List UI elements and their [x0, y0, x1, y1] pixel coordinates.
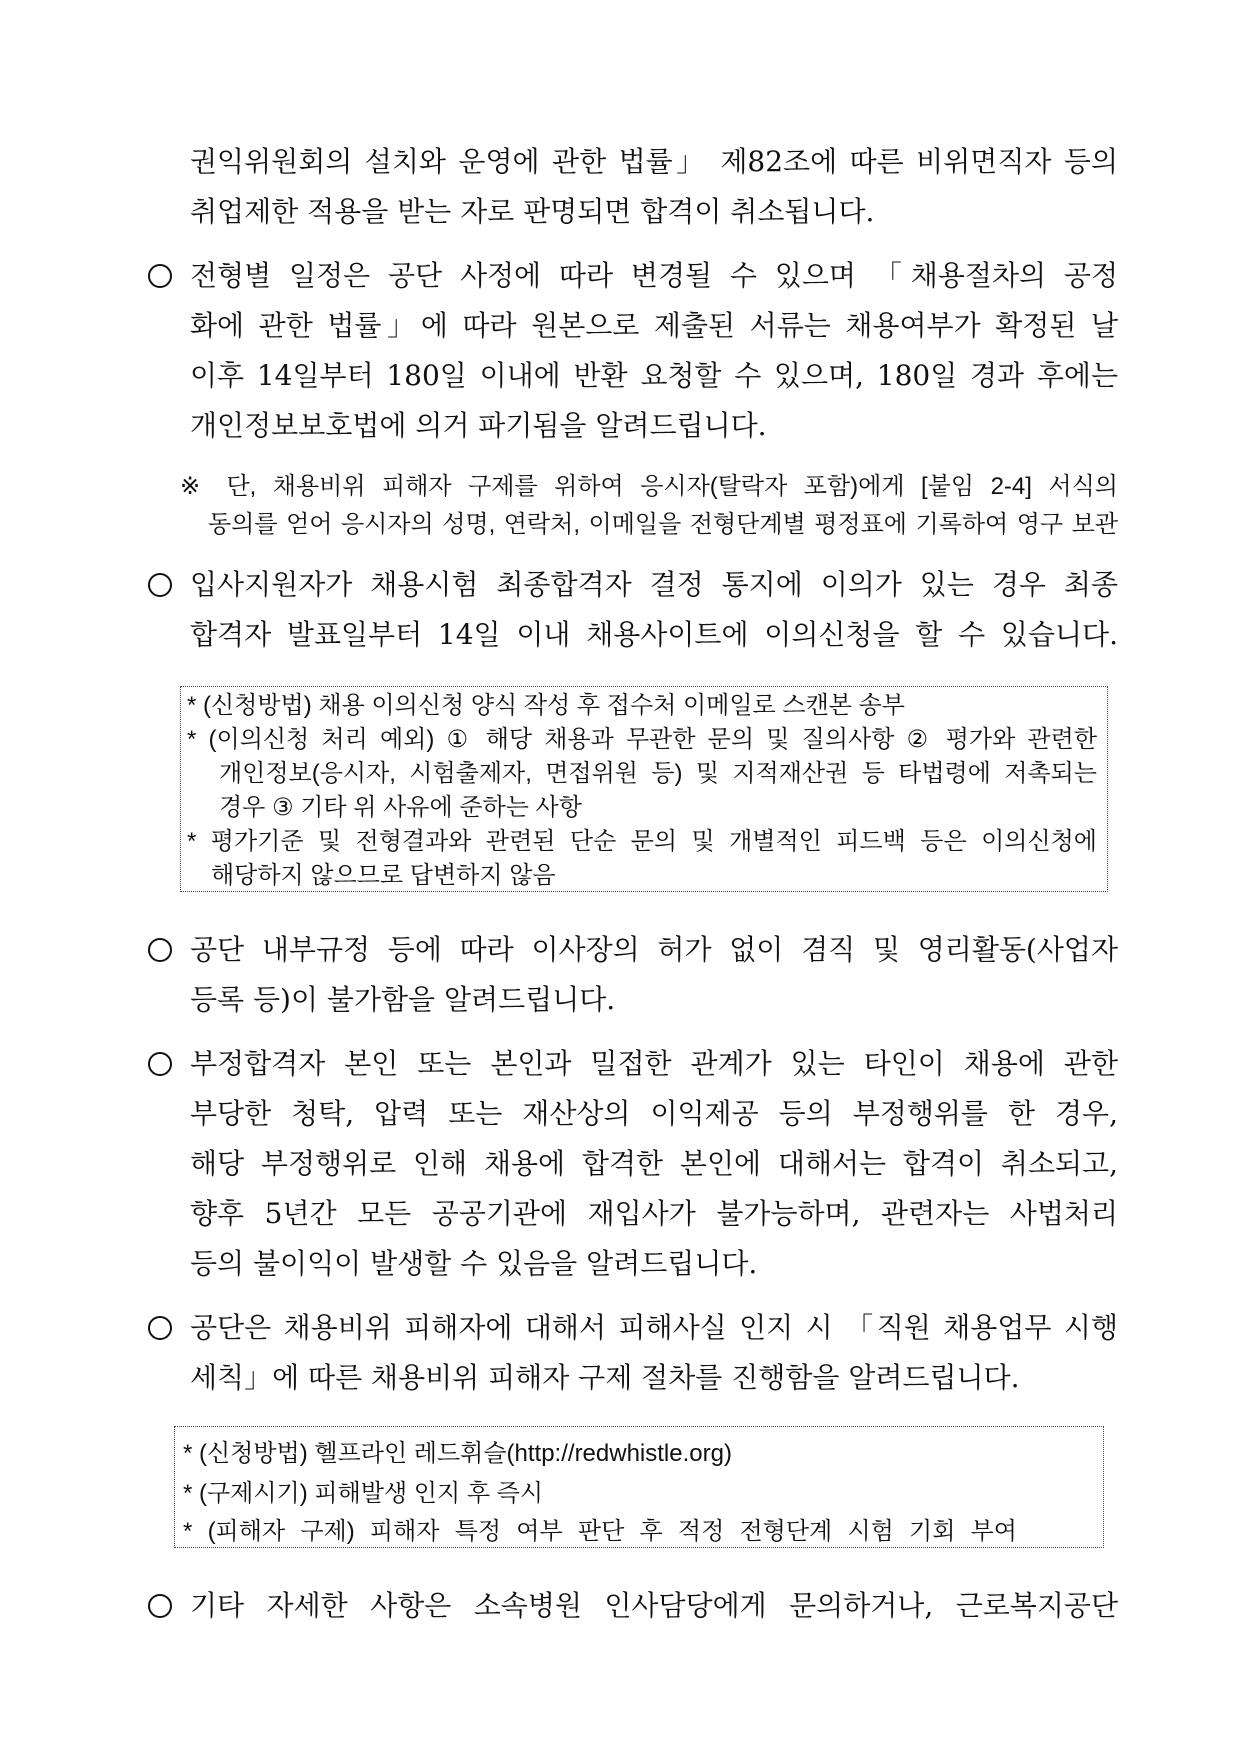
paragraph-line: 화에 관한 법률」에 따라 원본으로 제출된 서류는 채용여부가 확정된 날: [190, 309, 1118, 342]
box-line: * (신청방법) 채용 이의신청 양식 작성 후 접수처 이메일로 스캔본 송부: [187, 692, 905, 719]
box-line: * 평가기준 및 전형결과와 관련된 단순 문의 및 개별적인 피드백 등은 이의신청에: [187, 828, 1097, 855]
circle-bullet-icon: [148, 573, 172, 597]
paragraph-line: 개인정보보호법에 의거 파기됨을 알려드립니다.: [190, 409, 767, 442]
paragraph-line: 취업제한 적용을 받는 자로 판명되면 합격이 취소됩니다.: [190, 195, 875, 228]
circle-bullet-icon: [148, 1316, 172, 1340]
paragraph-line: 이후 14일부터 180일 이내에 반환 요청할 수 있으며, 180일 경과 후에는: [190, 359, 1118, 392]
circle-bullet-icon: [148, 264, 172, 288]
reference-note-line: ※ 단, 채용비위 피해자 구제를 위하여 응시자(탈락자 포함)에게 [붙임 2-4] 서식의: [180, 473, 1118, 500]
circle-bullet-icon: [148, 1052, 172, 1076]
paragraph-line: 부정합격자 본인 또는 본인과 밀접한 관계가 있는 타인이 채용에 관한: [190, 1047, 1118, 1080]
paragraph-line: 등록 등)이 불가함을 알려드립니다.: [190, 983, 616, 1016]
paragraph-line: 전형별 일정은 공단 사정에 따라 변경될 수 있으며 「채용절차의 공정: [190, 259, 1118, 292]
box-line: 개인정보(응시자, 시험출제자, 면접위원 등) 및 지적재산권 등 타법령에 저촉되는: [219, 760, 1097, 787]
paragraph-line: 세칙」에 따른 채용비위 피해자 구제 절차를 진행함을 알려드립니다.: [190, 1361, 1020, 1394]
paragraph-line: 입사지원자가 채용시험 최종합격자 결정 통지에 이의가 있는 경우 최종: [190, 568, 1118, 601]
paragraph-line: 해당 부정행위로 인해 채용에 합격한 본인에 대해서는 합격이 취소되고,: [190, 1147, 1118, 1180]
reference-note-line: 동의를 얻어 응시자의 성명, 연락처, 이메일을 전형단계별 평정표에 기록하여 영구 보관: [208, 511, 1118, 538]
paragraph-line: 합격자 발표일부터 14일 이내 채용사이트에 이의신청을 할 수 있습니다.: [190, 618, 1118, 651]
paragraph-line: 공단은 채용비위 피해자에 대해서 피해사실 인지 시 「직원 채용업무 시행: [190, 1311, 1118, 1344]
paragraph-line: 부당한 청탁, 압력 또는 재산상의 이익제공 등의 부정행위를 한 경우,: [190, 1097, 1118, 1130]
paragraph-line: 기타 자세한 사항은 소속병원 인사담당에게 문의하거나, 근로복지공단: [190, 1589, 1118, 1622]
paragraph-line: 향후 5년간 모든 공공기관에 재입사가 불가능하며, 관련자는 사법처리: [190, 1197, 1118, 1230]
box-line: 해당하지 않으므로 답변하지 않음: [211, 862, 556, 889]
paragraph-line: 권익위원회의 설치와 운영에 관한 법률」 제82조에 따른 비위면직자 등의: [190, 145, 1118, 178]
box-line: * (신청방법) 헬프라인 레드휘슬(http://redwhistle.org): [183, 1440, 732, 1467]
box-line: * (피해자 구제) 피해자 특정 여부 판단 후 적정 전형단계 시험 기회 부여: [183, 1518, 1017, 1545]
circle-bullet-icon: [148, 1594, 172, 1618]
box-line: * (이의신청 처리 예외) ① 해당 채용과 무관한 문의 및 질의사항 ② 평가와 관련한: [187, 726, 1097, 753]
paragraph-line: 등의 불이익이 발생할 수 있음을 알려드립니다.: [190, 1247, 758, 1280]
box-line: 경우 ③ 기타 위 사유에 준하는 사항: [219, 794, 582, 821]
circle-bullet-icon: [148, 938, 172, 962]
objection-info-box: [180, 686, 1108, 892]
paragraph-line: 공단 내부규정 등에 따라 이사장의 허가 없이 겸직 및 영리활동(사업자: [190, 933, 1118, 966]
box-line: * (구제시기) 피해발생 인지 후 즉시: [183, 1480, 544, 1507]
relief-info-box: [174, 1426, 1104, 1548]
